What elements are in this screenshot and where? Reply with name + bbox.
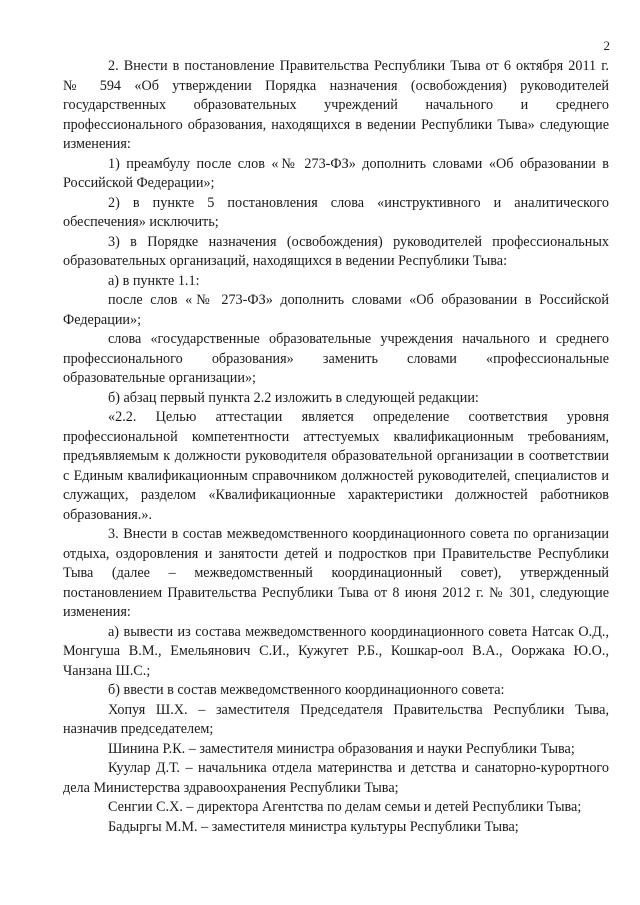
paragraph-amend-council: 3. Внести в состав межведомственного координационного совета по организации отдыха, оздоровления и занятости детей и подростков при Правительстве Республики Тыва (далее – межведомственный координационный совет), утвержденный постановлением Правительства Республики Тыва от 8 июня 2012 г. № 301, следующие изменения:: [63, 526, 609, 620]
paragraph-member-sengii: Сенгии С.Х. – директора Агентства по делам семьи и детей Республики Тыва;: [108, 799, 582, 815]
paragraph-member-khopuya: Хопуя Ш.Х. – заместителя Председателя Правительства Республики Тыва, назначив председателем;: [63, 701, 609, 737]
paragraph-remove-members: а) вывести из состава межведомственного координационного совета Натсак О.Д., Монгуша В.М., Емельянович С.И., Кужугет Р.Б., Кошкар-оол В.А., Ооржака Ю.О., Чанзана Ш.С.;: [63, 623, 609, 679]
paragraph-subitem-a: а) в пункте 1.1:: [108, 272, 200, 289]
paragraph-item-3-procedure: 3) в Порядке назначения (освобождения) руководителей профессиональных образовательных организаций, находящихся в ведении Республики Тыва:: [63, 233, 609, 269]
page-number: 2: [603, 38, 610, 53]
paragraph-item-2-point-5: 2) в пункте 5 постановления слова «инструктивного и аналитического обеспечения» исключить;: [63, 194, 609, 230]
paragraph-member-shinina: Шинина Р.К. – заместителя министра образования и науки Республики Тыва;: [108, 740, 575, 757]
paragraph-replace-words: слова «государственные образовательные учреждения начального и среднего профессионального образования» заменить словами «профессиональные образовательные организации»;: [63, 331, 609, 386]
document-body: [63, 57, 609, 837]
paragraph-add-members: б) ввести в состав межведомственного координационного совета:: [108, 682, 505, 698]
paragraph-item-1-preamble: 1) преамбулу после слов «№ 273-ФЗ» дополнить словами «Об образовании в Российской Федерации»;: [63, 155, 609, 191]
paragraph-subitem-b: б) абзац первый пункта 2.2 изложить в следующей редакции:: [108, 389, 479, 406]
paragraph-after-words: после слов «№ 273-ФЗ» дополнить словами «Об образовании в Российской Федерации»;: [63, 292, 609, 328]
paragraph-amend-decree-594: 2. Внести в постановление Правительства Республики Тыва от 6 октября 2011 г. № 594 «Об утверждении Порядка назначения (освобождения) руководителей государственных образовательных учреждений начального и среднего профессионального образования, находящихся в ведении Республики Тыва» следующие изменения:: [63, 58, 609, 152]
paragraph-member-badyrgy: Бадыргы М.М. – заместителя министра культуры Республики Тыва;: [108, 818, 519, 835]
paragraph-point-2-2: «2.2. Целью аттестации является определение соответствия уровня профессиональной компетентности аттестуемых квалификационным требованиям, предъявляемым к должности руководителя образовательной организации в соответствии с Единым квалификационным справочником должностей руководителей, специалистов и служащих, разделом «Квалификационные характеристики должностей работников образования.».: [63, 409, 609, 523]
paragraph-member-kuular: Куулар Д.Т. – начальника отдела материнства и детства и санаторно-курортного дела Министерства здравоохранения Республики Тыва;: [63, 760, 609, 796]
